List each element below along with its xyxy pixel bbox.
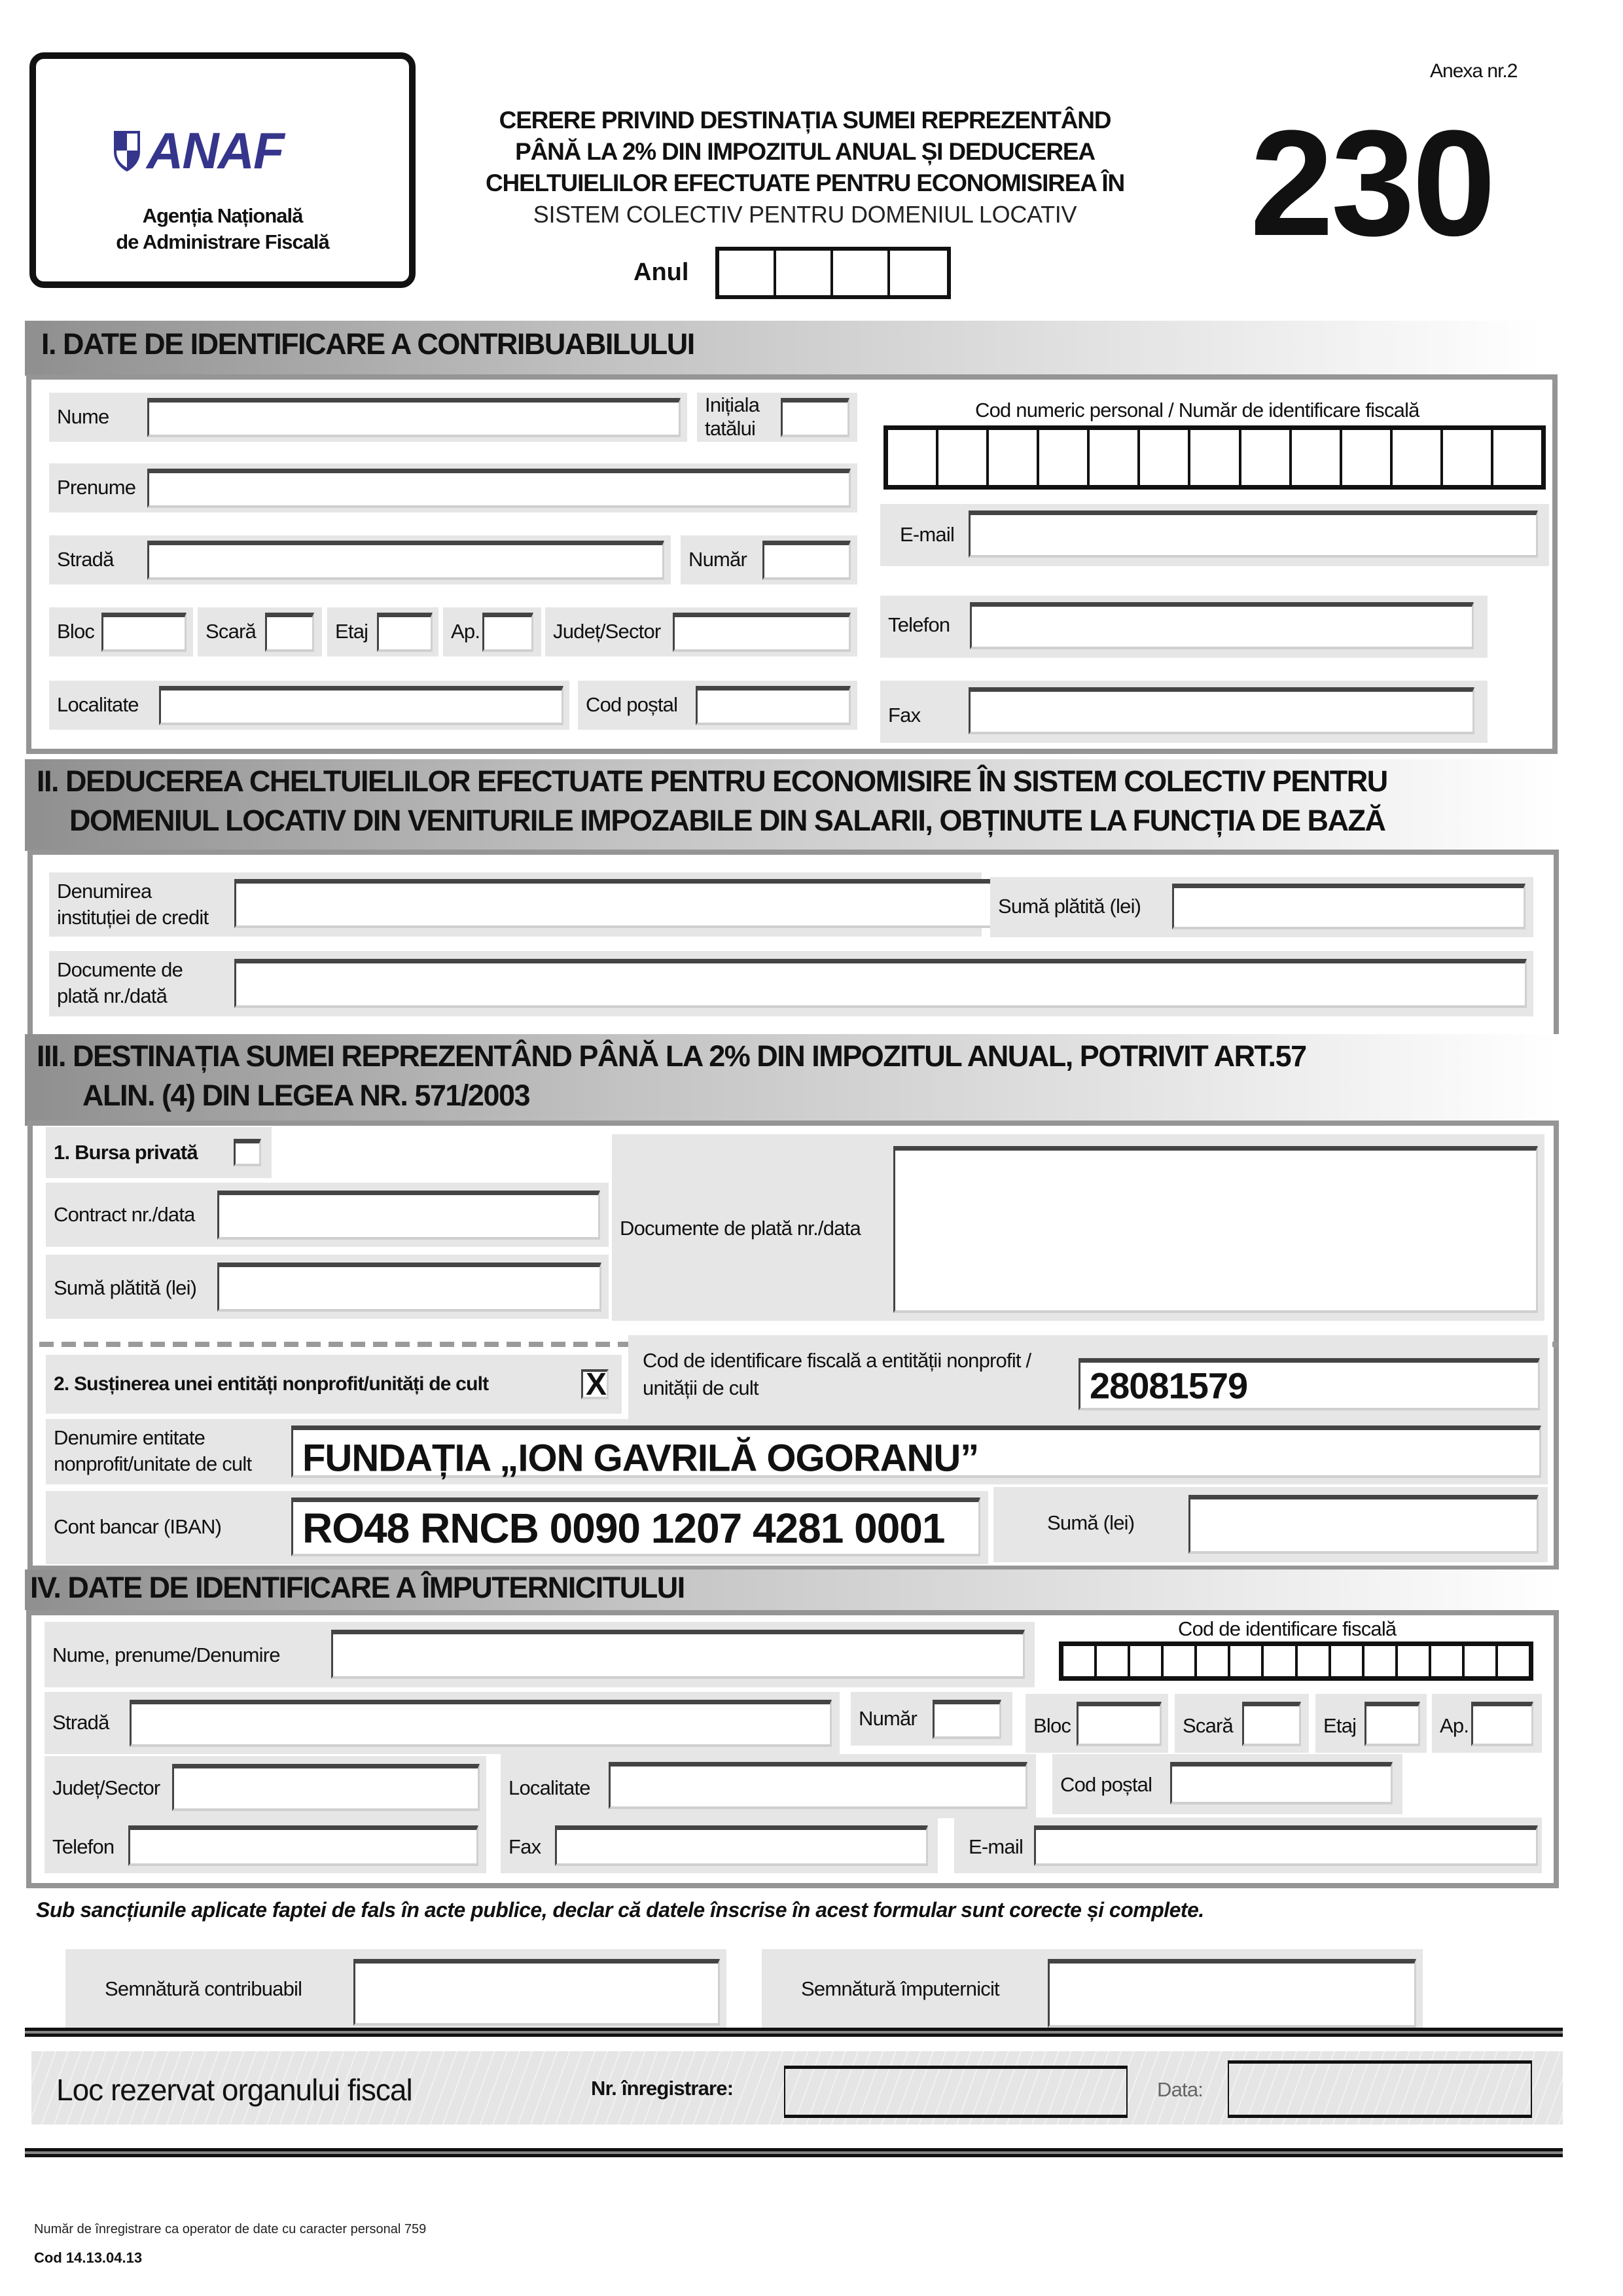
imp-telefon-label: Telefon (52, 1835, 115, 1858)
cod-postal-label: Cod poștal (586, 693, 678, 716)
telefon-input[interactable] (970, 602, 1474, 649)
documente-input[interactable] (234, 959, 1527, 1008)
numar-label: Număr (688, 548, 747, 571)
judet-input[interactable] (673, 613, 851, 652)
cnp-label: Cod numeric personal / Număr de identificare fiscală (975, 399, 1419, 422)
imp-cif-label: Cod de identificare fiscală (1178, 1617, 1397, 1640)
denumire-entitate-cell (46, 1419, 1548, 1484)
section-3-header (25, 1034, 1560, 1126)
title-line-2: PÂNĂ LA 2% DIN IMPOZITUL ANUAL ȘI DEDUCEREA (515, 138, 1095, 165)
reserved-label: Loc rezervat organului fiscal (56, 2073, 412, 2107)
scara-label: Scară (205, 620, 256, 643)
telefon-label: Telefon (888, 613, 950, 636)
section-4-header (25, 1570, 1560, 1610)
imp-numar-input[interactable] (933, 1700, 1001, 1739)
section-1-title: I. DATE DE IDENTIFICARE A CONTRIBUABILULUI (41, 327, 694, 361)
signature-imputernicit-box[interactable] (1048, 1959, 1416, 2028)
scara-cell (198, 607, 322, 656)
documente-bursa-input[interactable] (893, 1146, 1538, 1313)
signature-contribuabil-cell (65, 1949, 726, 2031)
telefon-cell (880, 596, 1488, 658)
nume-label: Nume (57, 405, 109, 428)
ap-label: Ap. (451, 620, 480, 643)
suma-platita-input[interactable] (1172, 884, 1525, 929)
suma-entitate-input[interactable] (1188, 1495, 1539, 1554)
nr-inregistrare-label: Nr. înregistrare: (591, 2077, 734, 2100)
declaration-text: Sub sancțiunile aplicate faptei de fals în acte publice, declar că datele înscrise în acest formular sunt corecte și complete. (36, 1898, 1204, 1922)
imp-strada-input[interactable] (130, 1700, 832, 1747)
bloc-label: Bloc (57, 620, 95, 643)
sustinere-label: 2. Susținerea unei entități nonprofit/unități de cult (54, 1373, 489, 1395)
digit-box[interactable] (1364, 1646, 1398, 1676)
section-2-title-2: DOMENIUL LOCATIV DIN VENITURILE IMPOZABILE DIN SALARII, OBȚINUTE LA FUNCȚIA DE BAZĂ (69, 804, 1385, 837)
anaf-logo (111, 124, 327, 177)
imp-localitate-label: Localitate (508, 1776, 590, 1799)
strada-input[interactable] (147, 541, 664, 580)
imp-email-input[interactable] (1034, 1825, 1538, 1866)
signature-imputernicit-cell (762, 1949, 1423, 2033)
imp-localitate-input[interactable] (609, 1762, 1027, 1809)
year-digit-box[interactable] (890, 251, 947, 295)
check-x-mark: X (586, 1367, 607, 1402)
email-label: E-mail (900, 523, 955, 546)
imp-bloc-cell (1026, 1694, 1168, 1753)
imp-fax-label: Fax (508, 1835, 541, 1858)
cif-entitate-label-1: Cod de identificare fiscală a entității nonprofit / (643, 1349, 1031, 1372)
logo-text: ANAF (147, 122, 283, 179)
imp-cif-input-grid[interactable] (1059, 1641, 1533, 1681)
digit-box[interactable] (1331, 1646, 1364, 1676)
agency-name (36, 203, 409, 255)
email-cell (880, 504, 1549, 566)
institutie-input[interactable] (234, 879, 1029, 928)
fax-input[interactable] (969, 687, 1474, 734)
iban-input[interactable]: RO48 RNCB 0090 1207 4281 0001 (291, 1498, 980, 1556)
divider-top (25, 2028, 1563, 2037)
suma-entitate-label: Sumă (lei) (1047, 1511, 1135, 1534)
imp-numar-label: Număr (859, 1707, 918, 1730)
imp-nume-label: Nume, prenume/Denumire (52, 1643, 280, 1666)
shield-icon (111, 128, 143, 173)
digit-box[interactable] (1130, 1646, 1164, 1676)
localitate-cell (49, 681, 569, 730)
imp-cod-postal-cell (1052, 1754, 1402, 1814)
digit-box[interactable] (1140, 430, 1190, 485)
digit-box[interactable] (1264, 1646, 1297, 1676)
digit-box[interactable] (888, 430, 938, 485)
documente-bursa-label: Documente de plată nr./data (620, 1217, 861, 1240)
localitate-input[interactable] (159, 686, 563, 725)
bloc-cell (49, 607, 193, 656)
contract-cell (46, 1183, 609, 1247)
imp-nume-cell (45, 1622, 1035, 1687)
digit-box[interactable] (1298, 1646, 1331, 1676)
imp-ap-input[interactable] (1471, 1702, 1533, 1746)
digit-box[interactable] (1342, 430, 1393, 485)
digit-box[interactable] (1393, 430, 1443, 485)
imp-bloc-label: Bloc (1033, 1714, 1071, 1737)
section-2-title-1: II. DEDUCEREA CHELTUIELILOR EFECTUATE PENTRU ECONOMISIRE ÎN SISTEM COLECTIV PENTRU (37, 764, 1387, 798)
section-4-title: IV. DATE DE IDENTIFICARE A ÎMPUTERNICITULUI (30, 1571, 685, 1604)
documente-label-2: plată nr./dată (57, 984, 168, 1007)
bloc-input[interactable] (101, 613, 187, 652)
initiala-cell (697, 393, 857, 442)
annex-label: Anexa nr.2 (1430, 60, 1518, 82)
nume-cell (49, 393, 687, 442)
localitate-label: Localitate (57, 693, 139, 716)
sustinere-checkbox[interactable] (581, 1367, 609, 1402)
imp-strada-cell (45, 1692, 840, 1754)
documente-bursa-cell (612, 1134, 1544, 1321)
year-digit-box[interactable] (776, 251, 833, 295)
imp-scara-input[interactable] (1242, 1702, 1301, 1746)
digit-box[interactable] (1241, 430, 1292, 485)
title-line-3: CHELTUIELILOR EFECTUATE PENTRU ECONOMISIREA ÎN (485, 170, 1124, 196)
bursa-cell (46, 1127, 272, 1178)
fax-cell (880, 681, 1488, 743)
imp-judet-input[interactable] (172, 1764, 480, 1811)
digit-box[interactable] (1039, 430, 1090, 485)
digit-box[interactable] (1493, 430, 1541, 485)
contract-input[interactable] (217, 1191, 600, 1240)
data-label: Data: (1157, 2078, 1204, 2101)
imp-ap-label: Ap. (1440, 1714, 1469, 1737)
sustinere-cell (46, 1355, 622, 1414)
imp-ap-cell (1432, 1694, 1542, 1753)
etaj-input[interactable] (377, 613, 433, 652)
documente-label-1: Documente de (57, 958, 183, 981)
year-label: Anul (633, 259, 689, 286)
title-line-4: SISTEM COLECTIV PENTRU DOMENIUL LOCATIV (533, 201, 1077, 228)
divider-bottom (25, 2148, 1563, 2157)
digit-box[interactable] (938, 430, 989, 485)
suma-platita-label: Sumă plătită (lei) (998, 895, 1141, 918)
year-input[interactable] (715, 247, 951, 299)
denumire-entitate-input[interactable]: FUNDAȚIA „ION GAVRILĂ OGORANU” (291, 1426, 1541, 1478)
digit-box[interactable] (1164, 1646, 1197, 1676)
initiala-label-2: tatălui (705, 417, 756, 440)
scara-input[interactable] (265, 613, 314, 652)
imp-localitate-cell (501, 1754, 1036, 1818)
digit-box[interactable] (1443, 430, 1493, 485)
denumire-entitate-label-1: Denumire entitate (54, 1426, 205, 1449)
signature-contribuabil-label: Semnătură contribuabil (105, 1977, 302, 2000)
etaj-label: Etaj (335, 620, 368, 643)
ap-input[interactable] (482, 613, 533, 652)
cod-postal-input[interactable] (696, 686, 851, 725)
numar-input[interactable] (762, 541, 851, 580)
prenume-label: Prenume (57, 476, 136, 499)
anaf-logo-box (29, 52, 416, 288)
title-line-1: CERERE PRIVIND DESTINAȚIA SUMEI REPREZENTÂND (499, 107, 1111, 134)
imp-nume-input[interactable] (331, 1630, 1025, 1679)
digit-box[interactable] (1292, 430, 1342, 485)
year-digit-box[interactable] (719, 251, 776, 295)
strada-label: Stradă (57, 548, 114, 571)
imp-cod-postal-label: Cod poștal (1060, 1773, 1152, 1796)
imp-scara-cell (1175, 1694, 1309, 1753)
digit-box[interactable] (1398, 1646, 1431, 1676)
suma-entitate-cell (993, 1487, 1548, 1562)
section-1-header (25, 321, 1543, 376)
imp-cod-postal-input[interactable] (1170, 1762, 1393, 1804)
imp-fax-input[interactable] (555, 1825, 928, 1866)
section-2-header (25, 759, 1560, 851)
data-box[interactable] (1228, 2060, 1532, 2118)
digit-box[interactable] (1498, 1646, 1529, 1676)
section-3-title-2: ALIN. (4) DIN LEGEA NR. 571/2003 (82, 1079, 530, 1112)
imp-judet-label: Județ/Sector (52, 1776, 160, 1799)
bursa-checkbox[interactable] (234, 1139, 261, 1166)
imp-email-label: E-mail (969, 1835, 1024, 1858)
judet-cell (545, 607, 857, 656)
digit-box[interactable] (1431, 1646, 1465, 1676)
imp-email-cell (954, 1818, 1542, 1873)
denumire-entitate-label-2: nonprofit/unitate de cult (54, 1452, 252, 1475)
institutie-label-1: Denumirea (57, 880, 152, 903)
cnp-input-grid[interactable] (883, 425, 1546, 490)
strada-cell (49, 535, 671, 584)
digit-box[interactable] (1190, 430, 1241, 485)
imp-strada-label: Stradă (52, 1711, 109, 1734)
digit-box[interactable] (1197, 1646, 1230, 1676)
signature-contribuabil-box[interactable] (353, 1959, 720, 2026)
nr-inregistrare-box[interactable] (784, 2066, 1128, 2118)
cod-postal-cell (578, 681, 857, 730)
signature-imputernicit-label: Semnătură împuternicit (801, 1977, 999, 2000)
imp-scara-label: Scară (1183, 1714, 1233, 1737)
section-3-title-1: III. DESTINAȚIA SUMEI REPREZENTÂND PÂNĂ LA 2% DIN IMPOZITUL ANUAL, POTRIVIT ART.57 (37, 1039, 1306, 1073)
digit-box[interactable] (1097, 1646, 1130, 1676)
operator-note: Număr de înregistrare ca operator de date cu caracter personal 759 (34, 2222, 427, 2236)
initiala-label-1: Inițiala (705, 393, 760, 416)
imp-telefon-cell (45, 1818, 486, 1873)
suma-bursa-input[interactable] (217, 1263, 601, 1312)
suma-bursa-cell (46, 1255, 609, 1319)
ap-cell (443, 607, 541, 656)
suma-bursa-label: Sumă plătită (lei) (54, 1276, 197, 1299)
imp-etaj-cell (1315, 1694, 1427, 1753)
documente-cell (49, 951, 1533, 1016)
imp-etaj-input[interactable] (1364, 1702, 1420, 1746)
reserved-area (31, 2051, 1563, 2125)
judet-label: Județ/Sector (553, 620, 661, 643)
suma-platita-cell (990, 877, 1533, 937)
fax-label: Fax (888, 704, 921, 726)
iban-label: Cont bancar (IBAN) (54, 1515, 222, 1538)
prenume-cell (49, 463, 857, 512)
numar-cell (681, 535, 857, 584)
digit-box[interactable] (1090, 430, 1140, 485)
imp-etaj-label: Etaj (1323, 1714, 1357, 1737)
imp-numar-cell (851, 1692, 1012, 1746)
contract-label: Contract nr./data (54, 1203, 195, 1226)
institutie-label-2: instituției de credit (57, 906, 209, 929)
digit-box[interactable] (1063, 1646, 1097, 1676)
nume-input[interactable] (147, 398, 681, 437)
cif-entitate-label-2: unității de cult (643, 1376, 758, 1399)
institutie-cell (49, 872, 982, 937)
email-input[interactable] (969, 511, 1538, 558)
form-title (452, 105, 1158, 230)
digit-box[interactable] (1465, 1646, 1498, 1676)
digit-box[interactable] (1230, 1646, 1264, 1676)
bursa-label: 1. Bursa privată (54, 1141, 198, 1164)
etaj-cell (327, 607, 438, 656)
cif-entitate-input[interactable]: 28081579 (1079, 1358, 1540, 1410)
iban-cell (46, 1491, 988, 1564)
agency-line-1: Agenția Națională (142, 204, 303, 227)
digit-box[interactable] (989, 430, 1039, 485)
imp-bloc-input[interactable] (1077, 1702, 1162, 1746)
imp-fax-cell (501, 1818, 938, 1873)
form-code: Cod 14.13.04.13 (34, 2250, 143, 2266)
imp-judet-cell (45, 1756, 486, 1818)
prenume-input[interactable] (147, 469, 851, 508)
cif-entitate-cell (628, 1335, 1548, 1419)
agency-line-2: de Administrare Fiscală (116, 230, 329, 253)
year-digit-box[interactable] (833, 251, 890, 295)
initiala-input[interactable] (781, 398, 849, 437)
imp-telefon-input[interactable] (128, 1825, 478, 1866)
form-number: 230 (1250, 99, 1493, 267)
